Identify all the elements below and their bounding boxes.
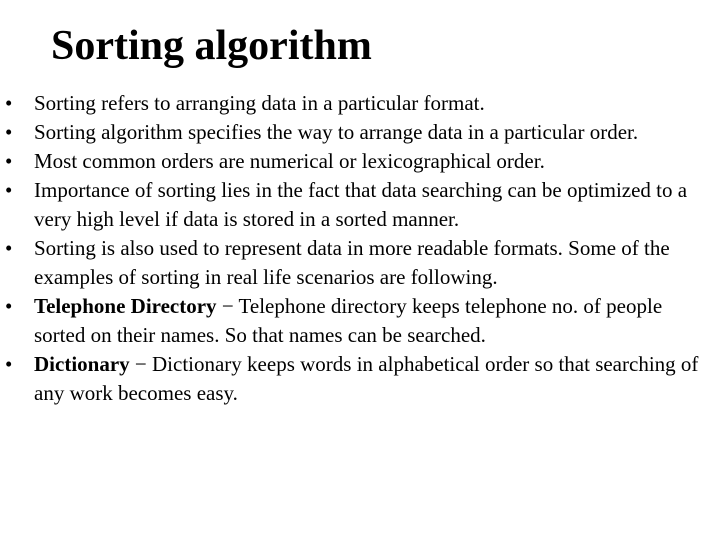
bullet-term: Telephone Directory <box>34 294 217 318</box>
bullet-text: Sorting algorithm specifies the way to arrange data in a particular order. <box>34 120 639 144</box>
bullet-item <box>0 118 700 147</box>
bullet-dot-icon: • <box>5 352 13 376</box>
bullet-dot-icon: • <box>5 120 13 144</box>
bullet-text: − Dictionary keeps words in alphabetical order so that searching of any work becomes easy. <box>34 352 699 405</box>
bullet-text: Sorting refers to arranging data in a particular format. <box>34 91 485 115</box>
bullet-text: Importance of sorting lies in the fact that data searching can be optimized to a very high level if data is stored in a sorted manner. <box>34 178 688 231</box>
bullet-term: Dictionary <box>34 352 130 376</box>
bullet-dot-icon: • <box>5 178 13 202</box>
bullet-dot-icon: • <box>5 236 13 260</box>
bullet-item <box>0 89 700 118</box>
bullet-item <box>0 176 700 234</box>
bullet-text: Most common orders are numerical or lexicographical order. <box>34 149 545 173</box>
slide-title: Sorting algorithm <box>51 23 372 69</box>
bullet-item <box>0 234 700 292</box>
bullet-text: − Telephone directory keeps telephone no. of people sorted on their names. So that names can be searched. <box>34 294 663 347</box>
bullet-text: Sorting is also used to represent data in more readable formats. Some of the examples of sorting in real life scenarios are following. <box>34 236 670 289</box>
bullet-item <box>0 292 700 350</box>
bullet-list <box>0 89 700 408</box>
bullet-dot-icon: • <box>5 294 13 318</box>
bullet-item <box>0 147 700 176</box>
bullet-item <box>0 350 700 408</box>
bullet-dot-icon: • <box>5 149 13 173</box>
bullet-dot-icon: • <box>5 91 13 115</box>
